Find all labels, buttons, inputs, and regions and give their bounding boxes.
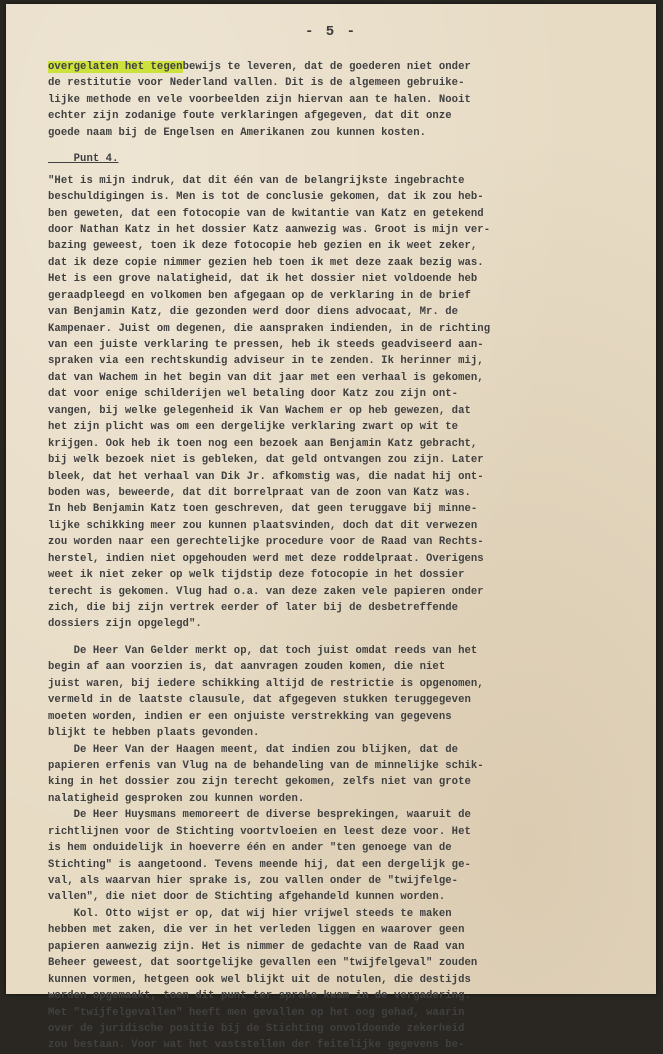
line-text: bewijs te leveren, dat de goederen niet onder — [182, 61, 471, 73]
text-line: dat voor enige schilderijen wel betaling door Katz zou zijn ont- — [48, 388, 459, 401]
text-line: blijkt te hebben plaats gevonden. — [48, 727, 260, 740]
text-line: begin af aan voorzien is, dat aanvragen zouden komen, die niet — [48, 661, 446, 674]
text-line: Met "twijfelgevallen" heeft men gevallen op het oog gehad, waarin — [48, 1006, 465, 1019]
text-line: is hem onduidelijk in hoeverre één en ander "ten genoege van de — [48, 842, 452, 855]
highlighted-text: overgelaten het tegen — [48, 61, 183, 73]
text-line: bleek, dat het verhaal van Dik Jr. afkomstig was, die nadat hij ont- — [48, 470, 484, 483]
text-line: zich, die bij zijn vertrek eerder of later bij de desbetreffende — [48, 602, 459, 614]
text-line: dat van Wachem in het begin van dit jaar met een verhaal is gekomen, — [48, 371, 484, 384]
text-line: Beheer geweest, dat soortgelijke gevallen een "twijfelgeval" zouden — [48, 957, 478, 970]
text-line: vallen", die niet door de Stichting afgehandeld kunnen worden. — [48, 891, 446, 904]
text-line: Stichting" is aangetoond. Tevens meende hij, dat een dergelijk ge- — [48, 858, 471, 871]
text-line: zou worden naar een gerechtelijke procedure voor de Raad van Rechts- — [48, 536, 484, 549]
text-line: het zijn plicht was om een dergelijke verklaring zwart op wit te — [48, 421, 459, 434]
text-line: lijke methode en vele voorbeelden zijn hiervan aan te halen. Nooit — [48, 93, 471, 106]
document-page — [6, 4, 656, 1052]
text-line: ben geweten, dat een fotocopie van de kwitantie van Katz en getekend — [48, 207, 484, 220]
text-line: nalatigheid gesproken zou kunnen worden. — [48, 792, 305, 805]
text-line: De Heer Huysmans memoreert de diverse besprekingen, waaruit de — [48, 809, 471, 822]
text-line: vangen, bij welke gelegenheid ik Van Wachem er op heb gewezen, dat — [48, 404, 471, 417]
text-line: terecht is gekomen. Vlug had o.a. van deze zaken vele papieren onder — [48, 585, 484, 598]
text-line: papieren aanwezig zijn. Het is nimmer de gedachte van de Raad van — [48, 940, 465, 953]
text-line: door Nathan Katz in het dossier Katz aanwezig was. Groot is mijn ver- — [48, 223, 491, 236]
text-line: dossiers zijn opgelegd". — [48, 618, 202, 631]
text-line: bazing geweest, toen ik deze fotocopie heb gezien en ik weet zeker, — [48, 240, 478, 253]
paragraph-van-gelder — [48, 643, 638, 1054]
text-line: over de juridische positie bij de Stichting onvoldoende zekerheid — [48, 1022, 465, 1035]
text-line: moeten worden, indien er een onjuiste verstrekking van gegevens — [48, 710, 452, 723]
text-line: In heb Benjamin Katz toen geschreven, dat geen teruggave bij minne- — [48, 503, 478, 516]
text-line: spraken via een rechtskundig adviseur in te zenden. Ik herinner mij, — [48, 355, 484, 368]
text-line: De Heer Van der Haagen meent, dat indien zou blijken, dat de — [48, 743, 459, 756]
text-line: Het is een grove nalatigheid, dat ik het dossier niet voldoende heb — [48, 273, 478, 286]
text-line: lijke schikking meer zou kunnen plaatsvinden, doch dat dit verwezen — [48, 519, 478, 532]
text-line: De Heer Van Gelder merkt op, dat toch juist omdat reeds van het — [48, 644, 478, 657]
page-number: - 5 - — [304, 24, 357, 40]
document-body — [48, 59, 638, 1054]
text-line: zou bestaan. Voor wat het vaststellen der feitelijke gegevens be- — [48, 1039, 465, 1052]
text-line: beschuldigingen is. Men is tot de conclusie gekomen, dat ik zou heb- — [48, 191, 484, 204]
text-line: kunnen vormen, hetgeen ook wel blijkt uit de notulen, die destijds — [48, 973, 471, 986]
text-line: van Benjamin Katz, die gezonden werd door diens advocaat, Mr. de — [48, 306, 459, 319]
text-line: juist waren, bij iedere schikking altijd de restrictie is opgenomen, — [48, 677, 484, 690]
paragraph-intro — [48, 59, 638, 141]
text-line: bij welk bezoek niet is gebleken, dat geld ontvangen zou zijn. Later — [48, 454, 484, 467]
text-line: echter zijn zodanige foute verklaringen afgegeven, dat dit onze — [48, 110, 452, 123]
text-line: richtlijnen voor de Stichting voortvloeien en leest deze voor. Het — [48, 825, 471, 838]
text-line: de restitutie voor Nederland vallen. Dit is de algemeen gebruike- — [48, 77, 465, 90]
paragraph-punt4-quote — [48, 173, 638, 633]
section-heading: Punt 4. — [48, 153, 119, 166]
text-line: worden opgemaakt, toen dit punt ter sprake kwam in de vergadering. — [48, 990, 471, 1003]
text-line: boden was, beweerde, dat dit borrelpraat van de zoon van Katz was. — [48, 486, 471, 499]
text-line: krijgen. Ook heb ik toen nog een bezoek aan Benjamin Katz gebracht, — [48, 437, 478, 450]
text-line: papieren erfenis van Vlug na de behandeling van de minnelijke schik- — [48, 759, 484, 772]
text-line: goede naam bij de Engelsen en Amerikanen zou kunnen kosten. — [48, 126, 427, 139]
text-line — [48, 59, 638, 75]
text-line: dat ik deze copie nimmer gezien heb toen ik met deze zaak bezig was. — [48, 256, 484, 269]
text-line: hebben met zaken, die ver in het verleden liggen en waarover geen — [48, 924, 465, 937]
paragraph-punt4-heading — [48, 151, 638, 167]
text-line: weet ik niet zeker op welk tijdstip deze fotocopie in het dossier — [48, 569, 465, 582]
text-line: val, als waarvan hier sprake is, zou vallen onder de "twijfelge- — [48, 875, 459, 887]
text-line: geraadpleegd en volkomen ben afgegaan op de verklaring in de brief — [48, 289, 471, 302]
text-line: Kol. Otto wijst er op, dat wij hier vrijwel steeds te maken — [48, 907, 452, 920]
text-line: Kampenaer. Juist om degenen, die aanspraken indienden, in de richting — [48, 322, 491, 335]
text-line: king in het dossier zou zijn terecht gekomen, zelfs niet van grote — [48, 776, 471, 789]
paragraph-gap — [48, 633, 638, 643]
text-line: van een juiste verklaring te pressen, heb ik steeds geadviseerd aan- — [48, 339, 484, 351]
text-line: herstel, indien niet opgehouden werd met deze roddelpraat. Overigens — [48, 552, 484, 565]
text-line: vermeld in de laatste clausule, dat afgegeven stukken teruggegeven — [48, 694, 471, 707]
text-line: "Het is mijn indruk, dat dit één van de belangrijkste ingebrachte — [48, 174, 465, 187]
paragraph-gap — [48, 141, 638, 151]
